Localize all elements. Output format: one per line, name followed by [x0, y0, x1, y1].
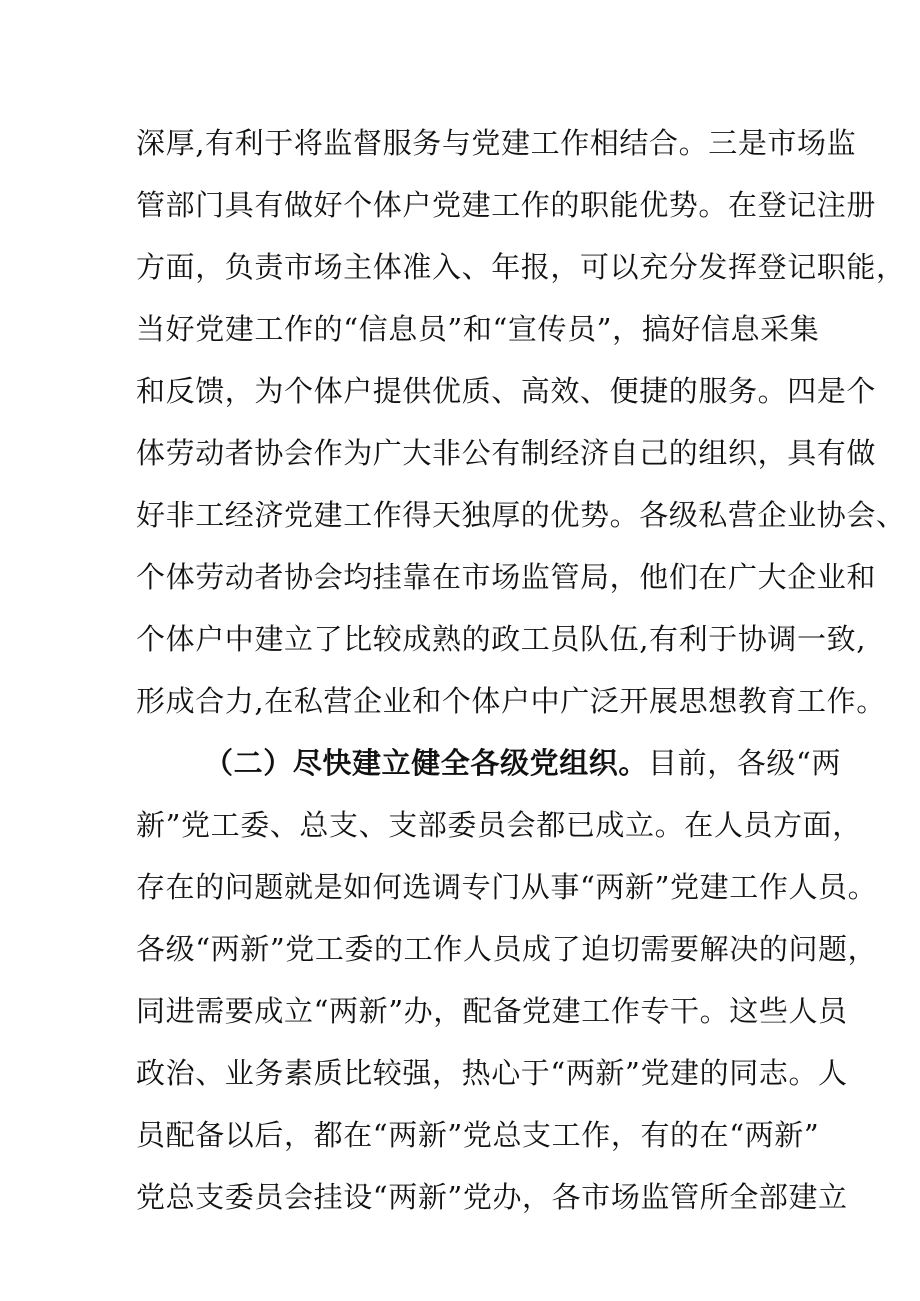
- paragraph-line: 深厚,有利于将监督服务与党建工作相结合。三是市场监: [136, 126, 857, 160]
- paragraph-line: 同进需要成立“两新”办，配备党建工作专干。这些人员: [136, 994, 848, 1028]
- paragraph-line: 方面，负责市场主体准入、年报，可以充分发挥登记职能，: [136, 250, 906, 284]
- section-heading-line: [204, 745, 842, 781]
- paragraph-line: 员配备以后，都在“两新”党总支工作，有的在“两新”: [136, 1118, 820, 1152]
- paragraph-line: 个体劳动者协会均挂靠在市场监管局，他们在广大企业和: [136, 560, 877, 594]
- paragraph-line: 新”党工委、总支、支部委员会都已成立。在人员方面，: [136, 808, 862, 842]
- paragraph-line: 体劳动者协会作为广大非公有制经济自己的组织，具有做: [136, 436, 877, 470]
- paragraph-line: 和反馈，为个体户提供优质、高效、便捷的服务。四是个: [136, 374, 877, 408]
- paragraph-line: 党总支委员会挂设“两新”党办，各市场监管所全部建立: [136, 1180, 848, 1214]
- paragraph-line: 存在的问题就是如何选调专门从事“两新”党建工作人员。: [136, 870, 878, 904]
- section-heading: （二）尽快建立健全各级党组织。: [204, 746, 649, 780]
- paragraph-line: 当好党建工作的“信息员”和“宣传员”，搞好信息采集: [136, 312, 820, 346]
- section-heading-rest: 目前，各级“两: [648, 746, 842, 780]
- paragraph-line: 政治、业务素质比较强，热心于“两新”党建的同志。人: [136, 1056, 848, 1090]
- paragraph-line: 好非工经济党建工作得天独厚的优势。各级私营企业协会、: [136, 498, 906, 532]
- paragraph-line: 各级“两新”党工委的工作人员成了迫切需要解决的问题，: [136, 932, 878, 966]
- paragraph-line: 管部门具有做好个体户党建工作的职能优势。在登记注册: [136, 188, 877, 222]
- paragraph-line: 个体户中建立了比较成熟的政工员队伍,有利于协调一致,: [136, 622, 867, 656]
- paragraph-line: 形成合力,在私营企业和个体户中广泛开展思想教育工作。: [136, 684, 886, 718]
